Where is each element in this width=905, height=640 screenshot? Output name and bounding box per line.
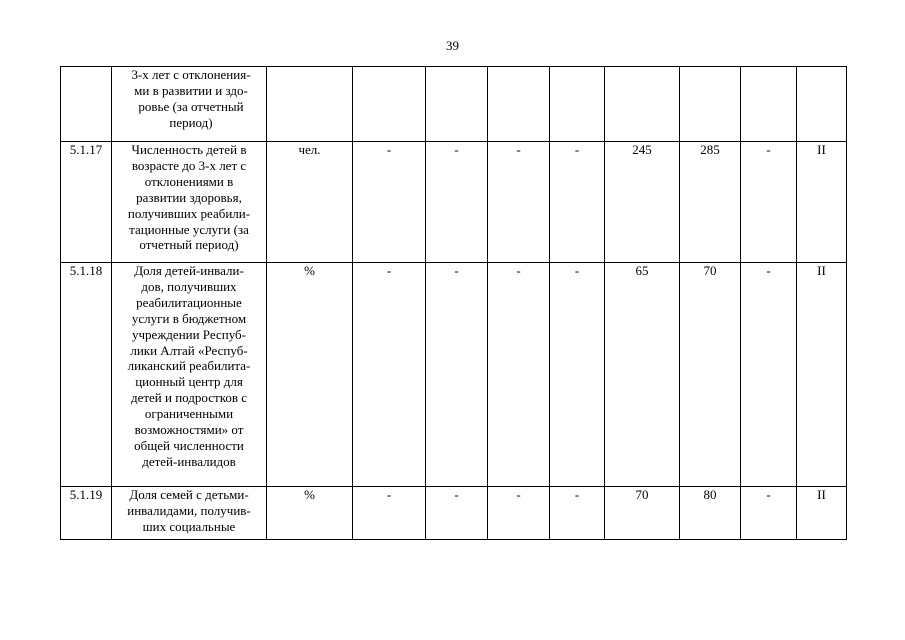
unit-cell (267, 67, 353, 142)
indicator-name-line: услуги в бюджетном (131, 310, 247, 326)
indicator-name-line: дов, получивших (141, 278, 237, 294)
indicator-name-line: Доля семей с детьми- (129, 487, 249, 502)
indicator-name-line: лики Алтай «Респуб- (130, 342, 248, 358)
value-cell: - (426, 487, 488, 540)
value-cell: - (488, 263, 550, 487)
value-cell (605, 67, 680, 142)
value-cell (797, 67, 847, 142)
indicator-name-line: период) (169, 114, 213, 130)
indicator-name-line: ционный центр для (135, 374, 243, 390)
row-number: 5.1.19 (61, 487, 112, 540)
row-number: 5.1.18 (61, 263, 112, 487)
value-cell: - (488, 142, 550, 263)
unit-cell: чел. (267, 142, 353, 263)
value-cell: - (353, 263, 426, 487)
table-row (61, 67, 847, 142)
value-cell: - (741, 142, 797, 263)
value-cell: - (550, 487, 605, 540)
unit-cell: % (267, 487, 353, 540)
value-cell: - (426, 263, 488, 487)
indicator-name-line: детей и подростков с (130, 390, 248, 406)
value-cell: - (550, 142, 605, 263)
indicators-table (60, 66, 847, 540)
indicator-name-line: тационные услуги (за (129, 221, 249, 237)
indicator-name-line: учреждении Респуб- (132, 326, 246, 342)
value-cell: 245 (605, 142, 680, 263)
indicator-name-line: общей численности (134, 437, 244, 453)
value-cell: - (550, 263, 605, 487)
indicator-name (112, 487, 267, 540)
indicator-name-line: ми в развитии и здо- (134, 82, 248, 98)
value-cell: 80 (680, 487, 741, 540)
value-cell: 65 (605, 263, 680, 487)
value-cell: - (741, 263, 797, 487)
indicator-name (112, 263, 267, 487)
indicator-name-line: 3-х лет с отклонения- (131, 67, 251, 82)
value-cell (550, 67, 605, 142)
indicator-name-line: реабилитационные (136, 294, 242, 310)
indicator-name-line: Численность детей в (131, 142, 247, 157)
value-cell: II (797, 263, 847, 487)
indicator-name-line: отчетный период) (139, 237, 239, 253)
page-number: 39 (446, 38, 459, 53)
value-cell (680, 67, 741, 142)
indicator-name-line: возможностями» от (134, 422, 244, 438)
value-cell: II (797, 142, 847, 263)
indicator-name-line: детей-инвалидов (142, 453, 236, 469)
row-number: 5.1.17 (61, 142, 112, 263)
indicator-name-line: развитии здоровья, (136, 189, 242, 205)
indicator-name-line: ликанский реабилита- (127, 358, 251, 374)
indicator-name-line: инвалидами, получив- (127, 502, 251, 518)
value-cell: II (797, 487, 847, 540)
indicator-name (112, 67, 267, 142)
indicator-name-line: отклонениями в (144, 173, 234, 189)
indicator-name-line: Доля детей-инвали- (134, 263, 244, 278)
value-cell: - (426, 142, 488, 263)
table-row (61, 263, 847, 487)
value-cell (353, 67, 426, 142)
value-cell (426, 67, 488, 142)
value-cell: - (353, 487, 426, 540)
table-row (61, 487, 847, 540)
value-cell (488, 67, 550, 142)
indicator-name-line: возрасте до 3-х лет с (131, 157, 247, 173)
table-row (61, 142, 847, 263)
unit-cell: % (267, 263, 353, 487)
row-number (61, 67, 112, 142)
value-cell: - (488, 487, 550, 540)
value-cell: 285 (680, 142, 741, 263)
value-cell: 70 (605, 487, 680, 540)
indicator-name-line: ограниченными (144, 406, 234, 422)
value-cell: - (741, 487, 797, 540)
value-cell: 70 (680, 263, 741, 487)
indicator-name-line: ровье (за отчетный (138, 98, 244, 114)
indicator-name (112, 142, 267, 263)
indicator-name-line: получивших реабили- (127, 205, 251, 221)
value-cell: - (353, 142, 426, 263)
value-cell (741, 67, 797, 142)
indicator-name-line: ших социальные (142, 518, 236, 534)
